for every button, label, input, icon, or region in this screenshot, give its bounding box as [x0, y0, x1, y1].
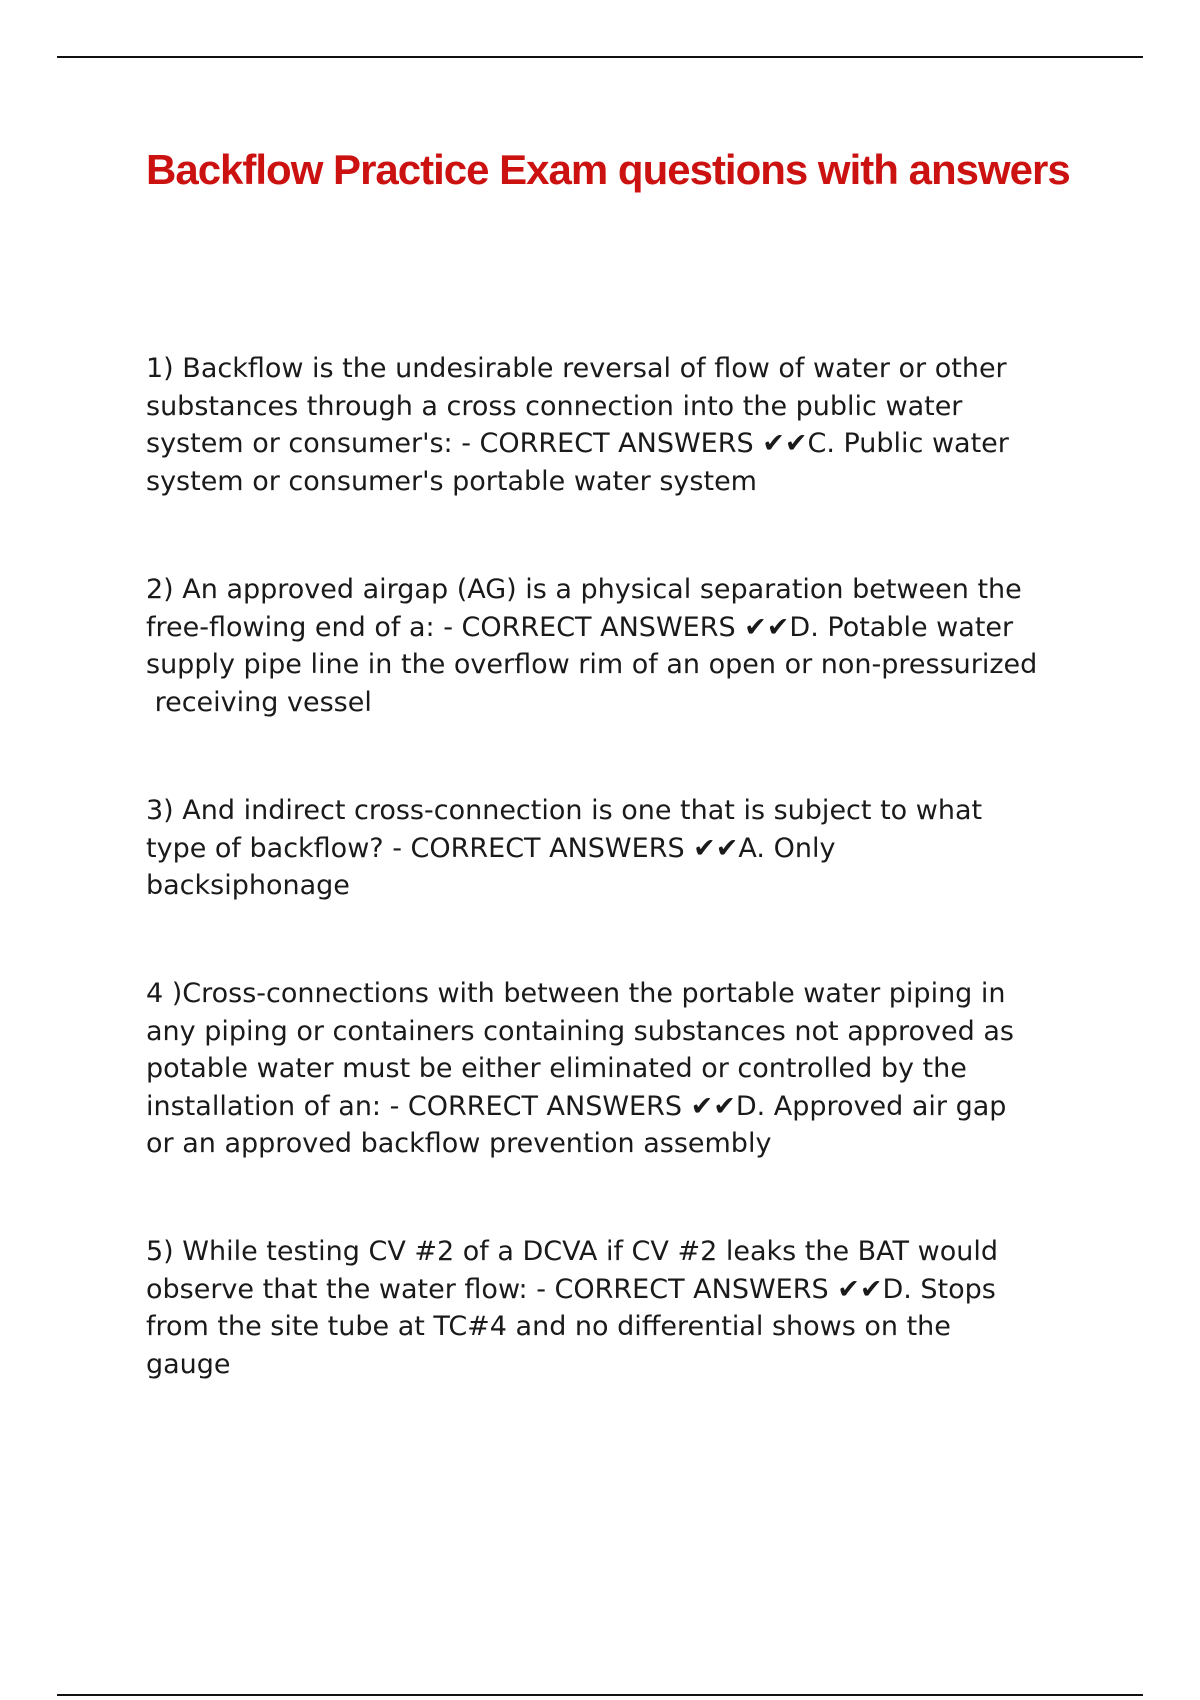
question-line: potable water must be either eliminated or controlled by the — [146, 1053, 967, 1084]
document-title: Backflow Practice Exam questions with answers — [146, 146, 1070, 193]
top-divider — [57, 56, 1143, 58]
question-line: system or consumer's: - CORRECT ANSWERS ✔✔C. Public water — [146, 428, 1009, 459]
question-2 — [146, 571, 1106, 721]
question-line: system or consumer's portable water system — [146, 465, 757, 497]
question-line: supply pipe line in the overflow rim of an open or non-pressurized — [146, 649, 1038, 680]
question-1 — [146, 350, 1106, 500]
question-line: observe that the water flow: - CORRECT ANSWERS ✔✔D. Stops — [146, 1273, 996, 1305]
question-line: 3) And indirect cross-connection is one that is subject to what — [146, 795, 983, 826]
question-line: 1) Backflow is the undesirable reversal of flow of water or other — [146, 353, 1007, 384]
question-line: any piping or containers containing substances not approved as — [146, 1015, 1014, 1047]
question-3 — [146, 792, 1106, 905]
question-line: gauge — [146, 1348, 231, 1380]
question-line: 5) While testing CV #2 of a DCVA if CV #2 leaks the BAT would — [146, 1236, 998, 1267]
question-line: from the site tube at TC#4 and no differential shows on the — [146, 1311, 951, 1342]
question-line: substances through a cross connection into the public water — [146, 390, 963, 422]
question-line: receiving vessel — [146, 686, 372, 718]
question-line: installation of an: - CORRECT ANSWERS ✔✔D. Approved air gap — [146, 1090, 1007, 1122]
question-line: or an approved backflow prevention assembly — [146, 1128, 772, 1159]
question-4 — [146, 975, 1106, 1163]
question-line: free-flowing end of a: - CORRECT ANSWERS ✔✔D. Potable water — [146, 611, 1014, 643]
question-line: 4 )Cross-connections with between the portable water piping in — [146, 978, 1006, 1009]
question-5 — [146, 1233, 1106, 1383]
question-line: type of backflow? - CORRECT ANSWERS ✔✔A. Only — [146, 832, 836, 864]
question-line: 2) An approved airgap (AG) is a physical separation between the — [146, 574, 1022, 605]
question-line: backsiphonage — [146, 870, 350, 901]
bottom-divider — [57, 1694, 1143, 1696]
